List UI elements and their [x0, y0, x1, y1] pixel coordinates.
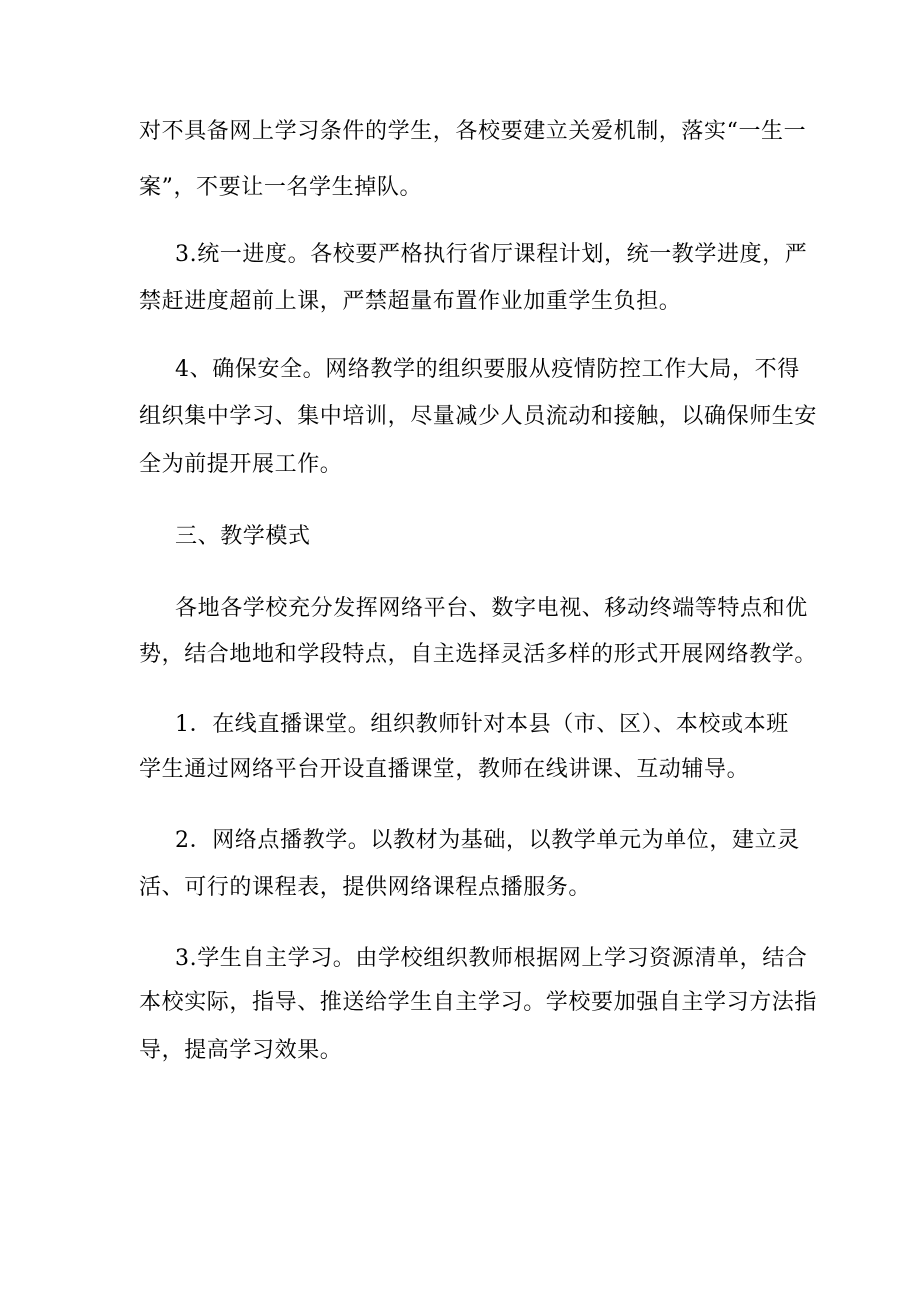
paragraph-line: 各地各学校充分发挥网络平台、数字电视、移动终端等特点和优: [175, 596, 808, 621]
paragraph-line: 4、确保安全。网络教学的组织要服从疫情防控工作大局，不得: [175, 357, 800, 382]
paragraph-line: 本校实际，指导、推送给学生自主学习。学校要加强自主学习方法指: [139, 990, 818, 1015]
section-heading: 三、教学模式: [175, 524, 311, 549]
paragraph-line: 导，提高学习效果。: [139, 1038, 343, 1063]
paragraph-line: 对不具备网上学习条件的学生，各校要建立关爱机制，落实“一生一: [139, 119, 807, 144]
paragraph-line: 1．在线直播课堂。组织教师针对本县（市、区）、本校或本班: [175, 712, 789, 737]
paragraph-line: 3.学生自主学习。由学校组织教师根据网上学习资源清单，结合: [175, 946, 808, 971]
paragraph-line: 势，结合地地和学段特点，自主选择灵活多样的形式开展网络教学。: [139, 642, 818, 667]
paragraph-line: 3.统一进度。各校要严格执行省厅课程计划，统一教学进度，严: [175, 242, 808, 267]
paragraph-line: 禁赶进度超前上课，严禁超量布置作业加重学生负担。: [139, 289, 682, 314]
paragraph-line: 全为前提开展工作。: [139, 452, 343, 477]
paragraph-line: 案”，不要让一名学生掉队。: [139, 175, 423, 200]
paragraph-line: 活、可行的课程表，提供网络课程点播服务。: [139, 875, 592, 900]
paragraph-line: 2．网络点播教学。以教材为基础，以教学单元为单位，建立灵: [175, 828, 800, 853]
paragraph-line: 学生通过网络平台开设直播课堂，教师在线讲课、互动辅导。: [139, 757, 750, 782]
paragraph-line: 组织集中学习、集中培训，尽量减少人员流动和接触，以确保师生安: [139, 404, 818, 429]
